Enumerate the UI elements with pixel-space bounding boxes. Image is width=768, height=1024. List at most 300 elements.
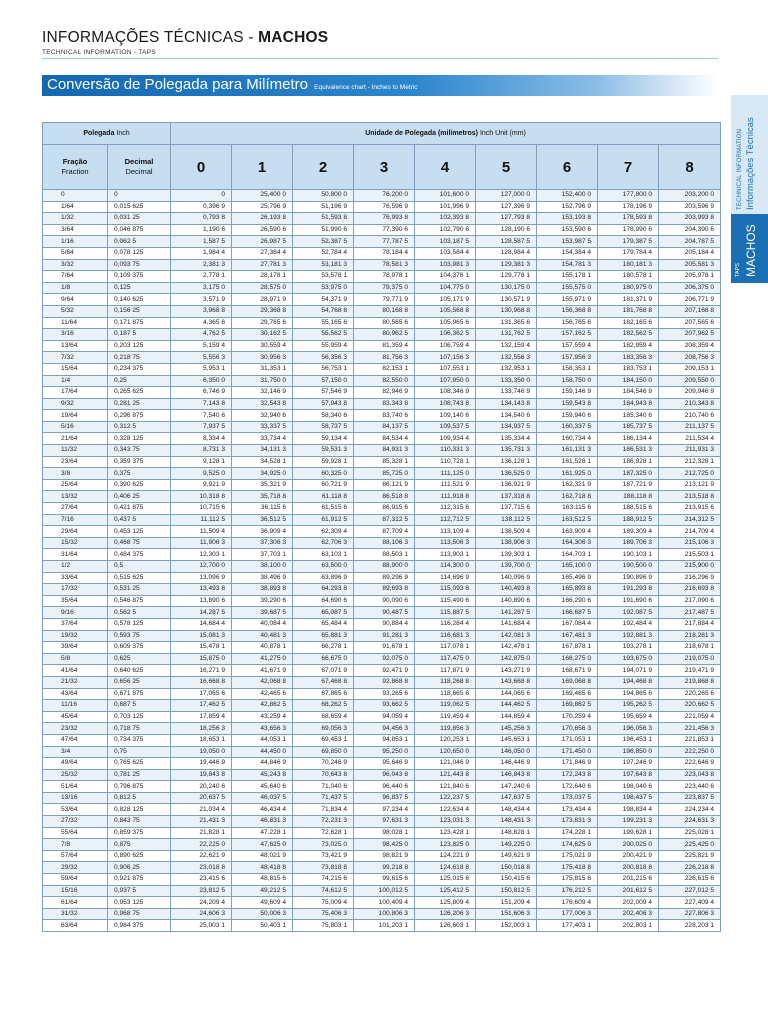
- mm-value-cell: 80,962 5: [354, 329, 415, 341]
- mm-value-cell: 191,293 8: [598, 584, 659, 596]
- mm-value-cell: 186,531 3: [598, 445, 659, 457]
- mm-value-cell: 133,350 0: [476, 375, 537, 387]
- decimal-cell: 0,890 625: [108, 850, 171, 862]
- mm-value-cell: 77,787 5: [354, 236, 415, 248]
- mm-value-cell: 155,178 1: [537, 271, 598, 283]
- mm-value-cell: 150,812 5: [476, 885, 537, 897]
- mm-value-cell: 115,093 8: [415, 584, 476, 596]
- mm-value-cell: 167,481 3: [537, 630, 598, 642]
- decimal-cell: 0,718 75: [108, 723, 171, 735]
- mm-value-cell: 211,931 3: [659, 445, 721, 457]
- mm-value-cell: 65,881 3: [293, 630, 354, 642]
- decimal-cell: 0,953 125: [108, 897, 171, 909]
- mm-value-cell: 136,525 0: [476, 468, 537, 480]
- mm-value-cell: 123,031 3: [415, 816, 476, 828]
- mm-value-cell: 200,421 9: [598, 850, 659, 862]
- mm-value-cell: 109,934 4: [415, 433, 476, 445]
- header-divider: [42, 58, 718, 59]
- mm-value-cell: 148,828 1: [476, 827, 537, 839]
- mm-value-cell: 167,084 4: [537, 618, 598, 630]
- mm-value-cell: 16,668 8: [171, 676, 232, 688]
- mm-value-cell: 98,425 0: [354, 839, 415, 851]
- mm-value-cell: 28,971 9: [232, 294, 293, 306]
- mm-value-cell: 142,081 3: [476, 630, 537, 642]
- mm-value-cell: 37,703 1: [232, 549, 293, 561]
- mm-value-cell: 181,371 9: [598, 294, 659, 306]
- table-row: [43, 468, 721, 480]
- decimal-cell: 0,062 5: [108, 236, 171, 248]
- mm-value-cell: 27,384 4: [232, 247, 293, 259]
- mm-value-cell: 69,056 3: [293, 723, 354, 735]
- mm-value-cell: 53,578 1: [293, 271, 354, 283]
- mm-value-cell: 48,815 6: [232, 874, 293, 886]
- mm-value-cell: 34,528 1: [232, 456, 293, 468]
- fraction-cell: 15/64: [43, 363, 108, 375]
- mm-value-cell: 223,837 5: [659, 792, 721, 804]
- mm-value-cell: 192,484 4: [598, 618, 659, 630]
- fraction-cell: 9/32: [43, 398, 108, 410]
- mm-value-cell: 61,515 6: [293, 503, 354, 515]
- mm-value-cell: 51,990 6: [293, 224, 354, 236]
- fraction-cell: 39/64: [43, 642, 108, 654]
- mm-value-cell: 176,609 4: [537, 897, 598, 909]
- mm-value-cell: 5,556 3: [171, 352, 232, 364]
- mm-value-cell: 78,581 3: [354, 259, 415, 271]
- mm-value-cell: 41,275 0: [232, 653, 293, 665]
- mm-value-cell: 152,796 9: [537, 201, 598, 213]
- fraction-cell: 0: [43, 190, 108, 202]
- mm-value-cell: 156,368 8: [537, 305, 598, 317]
- fraction-cell: 1/8: [43, 282, 108, 294]
- mm-value-cell: 188,118 8: [598, 491, 659, 503]
- mm-value-cell: 103,584 4: [415, 247, 476, 259]
- table-row: [43, 375, 721, 387]
- fraction-cell: 7/32: [43, 352, 108, 364]
- mm-value-cell: 95,250 0: [354, 746, 415, 758]
- mm-value-cell: 167,878 1: [537, 642, 598, 654]
- mm-value-cell: 101,996 9: [415, 201, 476, 213]
- table-row: [43, 259, 721, 271]
- decimal-cell: 0,546 875: [108, 595, 171, 607]
- decimal-cell: 0,765 625: [108, 758, 171, 770]
- mm-value-cell: 143,271 9: [476, 665, 537, 677]
- side-tab-machos: MACHOS: [744, 224, 758, 277]
- column-header-unit: 0: [171, 145, 232, 190]
- mm-value-cell: 43,259 4: [232, 711, 293, 723]
- mm-value-cell: 198,834 4: [598, 804, 659, 816]
- column-header-unit: 1: [232, 145, 293, 190]
- mm-value-cell: 200,025 0: [598, 839, 659, 851]
- fraction-cell: 19/64: [43, 410, 108, 422]
- page-header: [42, 29, 328, 56]
- fraction-cell: 7/16: [43, 514, 108, 526]
- mm-value-cell: 97,631 3: [354, 816, 415, 828]
- mm-value-cell: 62,309 4: [293, 526, 354, 538]
- mm-value-cell: 207,565 6: [659, 317, 721, 329]
- mm-value-cell: 88,106 3: [354, 537, 415, 549]
- mm-value-cell: 36,909 4: [232, 526, 293, 538]
- decimal-cell: 0,296 875: [108, 410, 171, 422]
- mm-value-cell: 6,746 9: [171, 387, 232, 399]
- decimal-cell: 0,468 75: [108, 537, 171, 549]
- mm-value-cell: 98,821 9: [354, 850, 415, 862]
- mm-value-cell: 196,453 1: [598, 734, 659, 746]
- mm-value-cell: 202,803 1: [598, 920, 659, 932]
- table-row: [43, 305, 721, 317]
- column-header-unit: 4: [415, 145, 476, 190]
- fraction-cell: 15/32: [43, 537, 108, 549]
- decimal-cell: 0,171 875: [108, 317, 171, 329]
- decimal-cell: 0,734 375: [108, 734, 171, 746]
- mm-value-cell: 55,165 6: [293, 317, 354, 329]
- mm-value-cell: 38,496 9: [232, 572, 293, 584]
- table-row: [43, 816, 721, 828]
- mm-value-cell: 1,587 5: [171, 236, 232, 248]
- decimal-cell: 0,656 25: [108, 676, 171, 688]
- section-title-text: Conversão de Polegada para Milímetro: [47, 76, 308, 93]
- fraction-label-pt: Fração: [62, 157, 88, 166]
- mm-value-cell: 213,915 6: [659, 503, 721, 515]
- decimal-cell: 0,078 125: [108, 247, 171, 259]
- table-row: [43, 607, 721, 619]
- mm-value-cell: 92,868 8: [354, 676, 415, 688]
- mm-value-cell: 179,784 4: [598, 247, 659, 259]
- fraction-cell: 15/16: [43, 885, 108, 897]
- mm-value-cell: 40,878 1: [232, 642, 293, 654]
- fraction-cell: 29/32: [43, 862, 108, 874]
- mm-value-cell: 124,618 8: [415, 862, 476, 874]
- mm-value-cell: 69,453 1: [293, 734, 354, 746]
- mm-value-cell: 85,328 1: [354, 456, 415, 468]
- table-row: [43, 734, 721, 746]
- mm-value-cell: 34,131 3: [232, 445, 293, 457]
- mm-value-cell: 141,287 5: [476, 607, 537, 619]
- mm-value-cell: 161,925 0: [537, 468, 598, 480]
- mm-value-cell: 2,381 3: [171, 259, 232, 271]
- table-row: [43, 700, 721, 712]
- table-row: [43, 387, 721, 399]
- mm-value-cell: 28,178 1: [232, 271, 293, 283]
- mm-value-cell: 82,153 1: [354, 363, 415, 375]
- table-row: [43, 746, 721, 758]
- mm-value-cell: 108,346 9: [415, 387, 476, 399]
- mm-value-cell: 109,537 5: [415, 421, 476, 433]
- mm-value-cell: 7,143 8: [171, 398, 232, 410]
- mm-value-cell: 63,896 9: [293, 572, 354, 584]
- mm-value-cell: 3,968 8: [171, 305, 232, 317]
- mm-value-cell: 206,771 9: [659, 294, 721, 306]
- mm-value-cell: 21,828 1: [171, 827, 232, 839]
- mm-value-cell: 46,037 5: [232, 792, 293, 804]
- mm-value-cell: 93,662 5: [354, 700, 415, 712]
- mm-value-cell: 119,459 4: [415, 711, 476, 723]
- mm-value-cell: 5,953 1: [171, 363, 232, 375]
- mm-value-cell: 44,846 9: [232, 758, 293, 770]
- table-row: [43, 908, 721, 920]
- table-row: [43, 792, 721, 804]
- mm-value-cell: 10,318 8: [171, 491, 232, 503]
- mm-value-cell: 105,171 9: [415, 294, 476, 306]
- mm-value-cell: 132,159 4: [476, 340, 537, 352]
- decimal-cell: 0,093 75: [108, 259, 171, 271]
- mm-value-cell: 12,303 1: [171, 549, 232, 561]
- mm-value-cell: 18,256 3: [171, 723, 232, 735]
- mm-value-cell: 31,353 1: [232, 363, 293, 375]
- column-header-decimal: [108, 145, 171, 190]
- mm-value-cell: 19,446 9: [171, 758, 232, 770]
- mm-value-cell: 182,959 4: [598, 340, 659, 352]
- mm-value-cell: 48,418 8: [232, 862, 293, 874]
- mm-value-cell: 183,356 3: [598, 352, 659, 364]
- mm-value-cell: 174,228 1: [537, 827, 598, 839]
- mm-value-cell: 97,234 4: [354, 804, 415, 816]
- mm-value-cell: 148,431 3: [476, 816, 537, 828]
- mm-value-cell: 162,718 8: [537, 491, 598, 503]
- mm-value-cell: 200,818 8: [598, 862, 659, 874]
- table-row: [43, 781, 721, 793]
- mm-value-cell: 99,615 6: [354, 874, 415, 886]
- fraction-cell: 3/32: [43, 259, 108, 271]
- mm-value-cell: 156,765 6: [537, 317, 598, 329]
- mm-value-cell: 210,343 8: [659, 398, 721, 410]
- mm-value-cell: 178,593 8: [598, 213, 659, 225]
- mm-value-cell: 120,253 1: [415, 734, 476, 746]
- page-title-bold: MACHOS: [258, 29, 329, 46]
- mm-value-cell: 62,706 3: [293, 537, 354, 549]
- fraction-cell: 29/64: [43, 526, 108, 538]
- decimal-cell: 0,921 875: [108, 874, 171, 886]
- decimal-cell: 0,312 5: [108, 421, 171, 433]
- fraction-cell: 7/8: [43, 839, 108, 851]
- mm-value-cell: 191,690 6: [598, 595, 659, 607]
- mm-value-cell: 129,381 3: [476, 259, 537, 271]
- mm-value-cell: 187,721 9: [598, 479, 659, 491]
- mm-value-cell: 49,212 5: [232, 885, 293, 897]
- mm-value-cell: 75,406 3: [293, 908, 354, 920]
- mm-value-cell: 153,987 5: [537, 236, 598, 248]
- mm-value-cell: 68,262 5: [293, 700, 354, 712]
- mm-value-cell: 23,415 6: [171, 874, 232, 886]
- mm-value-cell: 213,121 9: [659, 479, 721, 491]
- decimal-cell: 0,359 375: [108, 456, 171, 468]
- mm-value-cell: 45,243 8: [232, 769, 293, 781]
- mm-value-cell: 177,006 3: [537, 908, 598, 920]
- mm-value-cell: 145,653 1: [476, 734, 537, 746]
- mm-value-cell: 150,018 8: [476, 862, 537, 874]
- mm-value-cell: 78,978 1: [354, 271, 415, 283]
- mm-value-cell: 40,481 3: [232, 630, 293, 642]
- mm-value-cell: 112,315 6: [415, 503, 476, 515]
- mm-value-cell: 113,903 1: [415, 549, 476, 561]
- decimal-cell: 0,046 875: [108, 224, 171, 236]
- mm-value-cell: 164,703 1: [537, 549, 598, 561]
- mm-value-cell: 114,696 9: [415, 572, 476, 584]
- mm-value-cell: 138,509 4: [476, 526, 537, 538]
- group-header-inch: [43, 123, 171, 145]
- mm-value-cell: 216,693 8: [659, 584, 721, 596]
- mm-value-cell: 219,075 0: [659, 653, 721, 665]
- mm-value-cell: 169,862 5: [537, 700, 598, 712]
- mm-value-cell: 35,718 8: [232, 491, 293, 503]
- mm-value-cell: 163,115 6: [537, 503, 598, 515]
- mm-value-cell: 222,646 9: [659, 758, 721, 770]
- mm-value-cell: 192,881 3: [598, 630, 659, 642]
- fraction-cell: 5/64: [43, 247, 108, 259]
- mm-value-cell: 149,621 9: [476, 850, 537, 862]
- mm-value-cell: 152,400 0: [537, 190, 598, 202]
- mm-value-cell: 166,687 5: [537, 607, 598, 619]
- decimal-cell: 0,390 625: [108, 479, 171, 491]
- fraction-cell: 59/64: [43, 874, 108, 886]
- mm-value-cell: 74,215 6: [293, 874, 354, 886]
- mm-value-cell: 165,893 8: [537, 584, 598, 596]
- mm-value-cell: 170,656 3: [537, 723, 598, 735]
- mm-value-cell: 72,628 1: [293, 827, 354, 839]
- table-row: [43, 618, 721, 630]
- table-row: [43, 897, 721, 909]
- mm-value-cell: 76,993 8: [354, 213, 415, 225]
- mm-value-cell: 173,037 5: [537, 792, 598, 804]
- mm-value-cell: 206,375 0: [659, 282, 721, 294]
- table-row: [43, 340, 721, 352]
- mm-value-cell: 211,137 5: [659, 421, 721, 433]
- table-row: [43, 827, 721, 839]
- mm-value-cell: 186,134 4: [598, 433, 659, 445]
- mm-value-cell: 3,571 9: [171, 294, 232, 306]
- mm-value-cell: 102,393 8: [415, 213, 476, 225]
- mm-value-cell: 35,321 9: [232, 479, 293, 491]
- mm-value-cell: 60,721 9: [293, 479, 354, 491]
- decimal-cell: 0,015 625: [108, 201, 171, 213]
- table-row: [43, 294, 721, 306]
- mm-value-cell: 164,306 3: [537, 537, 598, 549]
- decimal-cell: 0,828 125: [108, 804, 171, 816]
- mm-value-cell: 175,021 9: [537, 850, 598, 862]
- mm-value-cell: 26,590 6: [232, 224, 293, 236]
- mm-value-cell: 83,740 6: [354, 410, 415, 422]
- mm-value-cell: 121,840 6: [415, 781, 476, 793]
- mm-value-cell: 100,806 3: [354, 908, 415, 920]
- mm-value-cell: 4,762 5: [171, 329, 232, 341]
- fraction-cell: 9/16: [43, 607, 108, 619]
- mm-value-cell: 94,853 1: [354, 734, 415, 746]
- mm-value-cell: 57,546 9: [293, 387, 354, 399]
- mm-value-cell: 13,096 9: [171, 572, 232, 584]
- mm-value-cell: 34,925 0: [232, 468, 293, 480]
- mm-value-cell: 55,959 4: [293, 340, 354, 352]
- mm-value-cell: 59,928 1: [293, 456, 354, 468]
- mm-value-cell: 132,953 1: [476, 363, 537, 375]
- mm-value-cell: 30,162 5: [232, 329, 293, 341]
- mm-value-cell: 14,684 4: [171, 618, 232, 630]
- decimal-label-pt: Decimal: [124, 157, 154, 166]
- mm-value-cell: 22,225 0: [171, 839, 232, 851]
- mm-value-cell: 208,359 4: [659, 340, 721, 352]
- mm-value-cell: 146,446 9: [476, 758, 537, 770]
- mm-value-cell: 54,768 8: [293, 305, 354, 317]
- decimal-cell: 0,156 25: [108, 305, 171, 317]
- mm-value-cell: 121,046 9: [415, 758, 476, 770]
- mm-value-cell: 86,518 8: [354, 491, 415, 503]
- mm-value-cell: 96,043 8: [354, 769, 415, 781]
- mm-value-cell: 137,318 8: [476, 491, 537, 503]
- mm-value-cell: 32,543 8: [232, 398, 293, 410]
- mm-value-cell: 56,753 1: [293, 363, 354, 375]
- mm-value-cell: 82,946 9: [354, 387, 415, 399]
- decimal-cell: 0,812 5: [108, 792, 171, 804]
- decimal-cell: 0,375: [108, 468, 171, 480]
- table-row: [43, 479, 721, 491]
- table-row: [43, 885, 721, 897]
- group-header-mm: [171, 123, 721, 145]
- decimal-cell: 0,281 25: [108, 398, 171, 410]
- mm-value-cell: 71,040 6: [293, 781, 354, 793]
- mm-value-cell: 188,515 6: [598, 503, 659, 515]
- fraction-cell: 1/16: [43, 236, 108, 248]
- fraction-cell: 5/32: [43, 305, 108, 317]
- decimal-cell: 0,906 25: [108, 862, 171, 874]
- mm-value-cell: 128,190 6: [476, 224, 537, 236]
- mm-value-cell: 151,209 4: [476, 897, 537, 909]
- mm-value-cell: 11,112 5: [171, 514, 232, 526]
- mm-value-cell: 73,025 0: [293, 839, 354, 851]
- mm-value-cell: 0,396 9: [171, 201, 232, 213]
- mm-value-cell: 207,962 5: [659, 329, 721, 341]
- mm-value-cell: 196,056 3: [598, 723, 659, 735]
- mm-value-cell: 201,612 5: [598, 885, 659, 897]
- mm-value-cell: 79,771 9: [354, 294, 415, 306]
- mm-value-cell: 51,593 8: [293, 213, 354, 225]
- table-row: [43, 572, 721, 584]
- mm-value-cell: 48,021 9: [232, 850, 293, 862]
- mm-value-cell: 104,378 1: [415, 271, 476, 283]
- mm-value-cell: 132,556 3: [476, 352, 537, 364]
- mm-value-cell: 79,375 0: [354, 282, 415, 294]
- mm-value-cell: 134,937 5: [476, 421, 537, 433]
- mm-value-cell: 169,068 8: [537, 676, 598, 688]
- mm-value-cell: 9,525 0: [171, 468, 232, 480]
- table-row: [43, 317, 721, 329]
- mm-value-cell: 181,768 8: [598, 305, 659, 317]
- mm-value-cell: 41,671 9: [232, 665, 293, 677]
- mm-value-cell: 135,334 4: [476, 433, 537, 445]
- mm-value-cell: 39,687 5: [232, 607, 293, 619]
- mm-value-cell: 96,837 5: [354, 792, 415, 804]
- fraction-cell: 63/64: [43, 920, 108, 932]
- mm-value-cell: 171,450 0: [537, 746, 598, 758]
- mm-value-cell: 76,596 9: [354, 201, 415, 213]
- mm-value-cell: 26,193 8: [232, 213, 293, 225]
- mm-value-cell: 227,409 4: [659, 897, 721, 909]
- mm-value-cell: 168,275 0: [537, 653, 598, 665]
- mm-value-cell: 183,753 1: [598, 363, 659, 375]
- table-row: [43, 584, 721, 596]
- mm-value-cell: 106,362 5: [415, 329, 476, 341]
- mm-value-cell: 190,500 0: [598, 561, 659, 573]
- group-inch-bold: Polegada: [83, 130, 115, 137]
- decimal-cell: 0,984 375: [108, 920, 171, 932]
- fraction-cell: 3/16: [43, 329, 108, 341]
- mm-value-cell: 228,203 1: [659, 920, 721, 932]
- mm-value-cell: 90,487 5: [354, 607, 415, 619]
- decimal-cell: 0,875: [108, 839, 171, 851]
- mm-value-cell: 73,421 9: [293, 850, 354, 862]
- page-subtitle: TECHNICAL INFORMATION - TAPS: [42, 49, 156, 56]
- mm-value-cell: 110,728 1: [415, 456, 476, 468]
- mm-value-cell: 67,865 6: [293, 688, 354, 700]
- mm-value-cell: 223,043 8: [659, 769, 721, 781]
- mm-value-cell: 76,200 0: [354, 190, 415, 202]
